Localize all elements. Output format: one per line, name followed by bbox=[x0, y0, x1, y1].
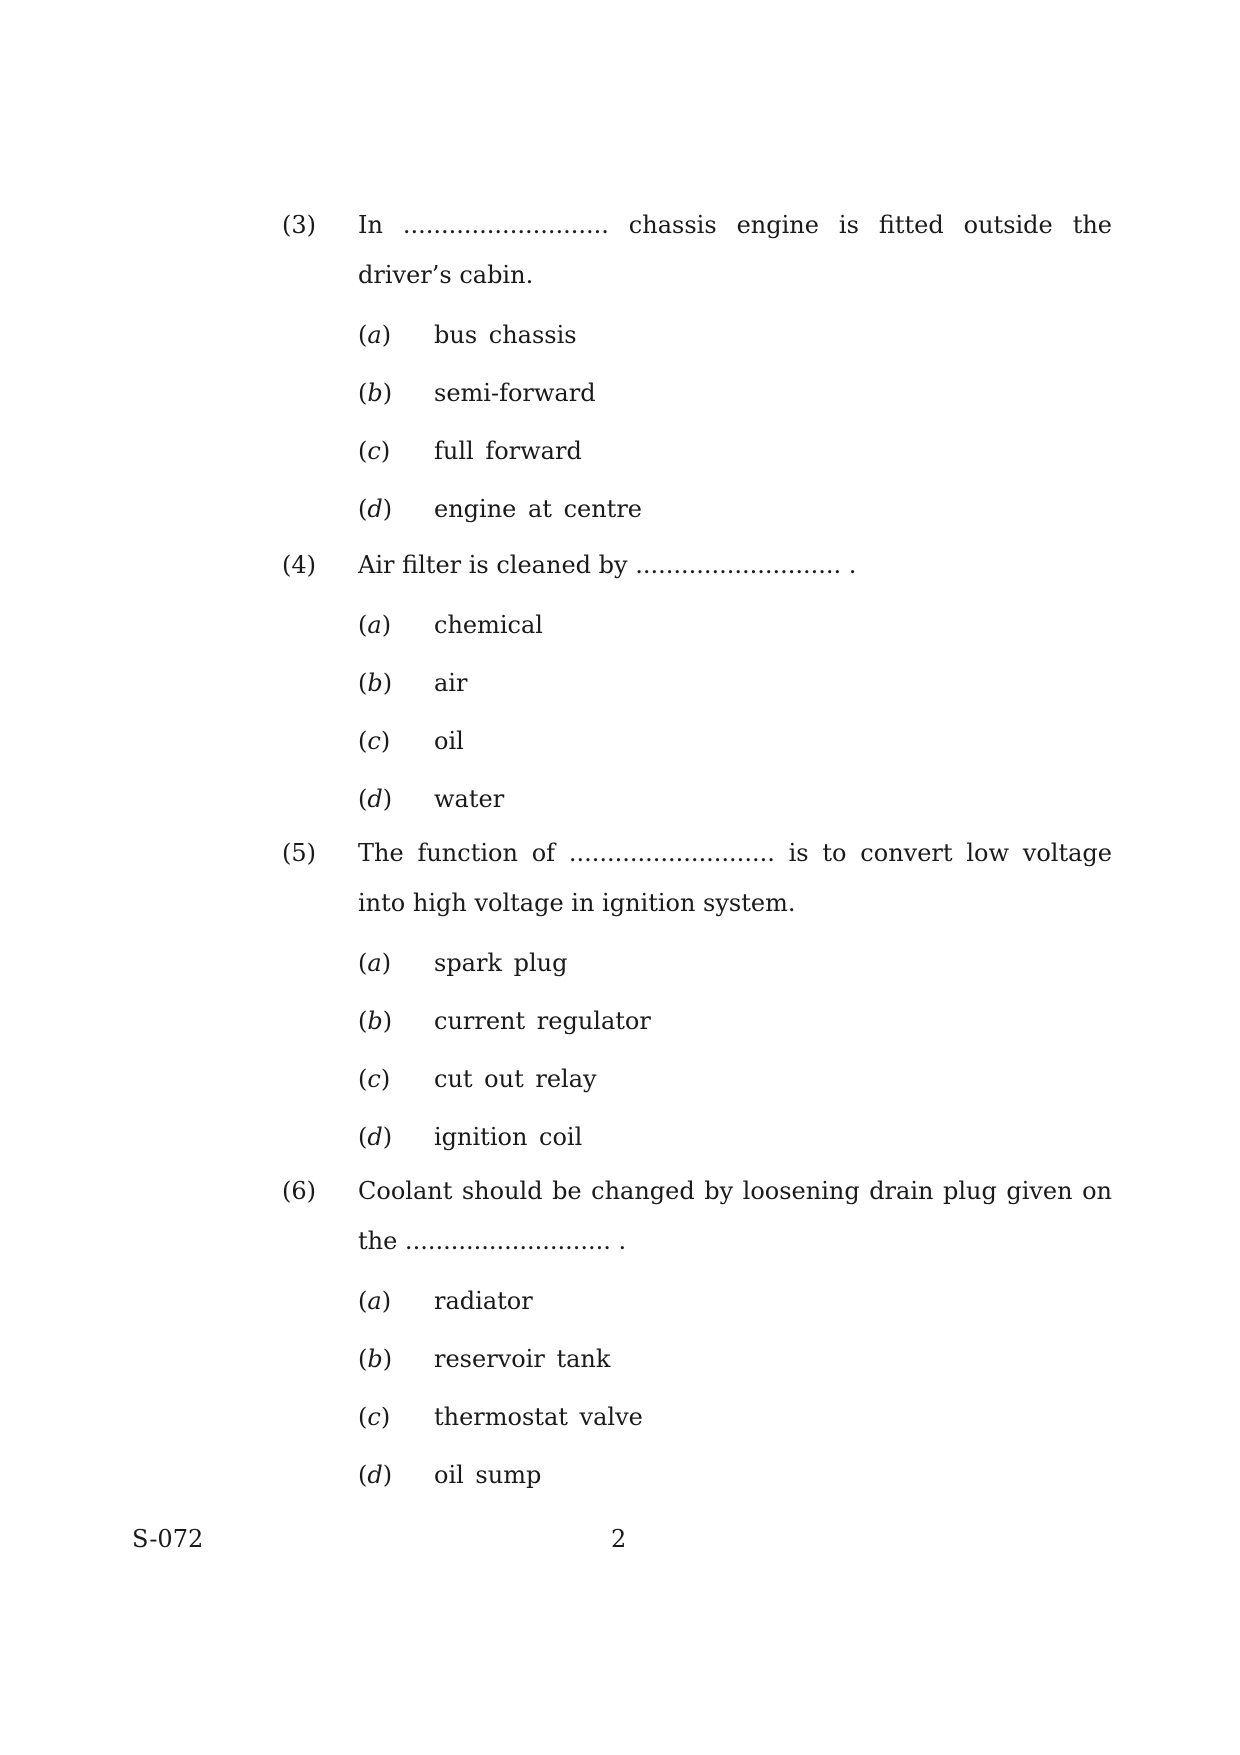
option-b: (b) air bbox=[358, 669, 468, 697]
option-d: (d) oil sump bbox=[358, 1461, 542, 1489]
option-text: radiator bbox=[434, 1287, 533, 1315]
paper-code: S-072 bbox=[132, 1525, 204, 1553]
option-a: (a) spark plug bbox=[358, 949, 568, 977]
option-letter: b bbox=[367, 1007, 383, 1035]
option-letter: d bbox=[367, 1123, 383, 1151]
option-a: (a) bus chassis bbox=[358, 321, 577, 349]
option-text: water bbox=[434, 785, 505, 813]
option-letter: c bbox=[367, 1403, 381, 1431]
option-d: (d) engine at centre bbox=[358, 495, 642, 523]
option-list bbox=[358, 1272, 1112, 1504]
option-c: (c) full forward bbox=[358, 437, 582, 465]
option-letter: a bbox=[367, 1287, 382, 1315]
option-d: (d) ignition coil bbox=[358, 1123, 583, 1151]
question-text: The function of ........................... is to convert low voltage into high voltage in ignition system. bbox=[358, 839, 1112, 917]
option-list bbox=[358, 934, 1112, 1166]
option-letter: a bbox=[367, 321, 382, 349]
option-letter: b bbox=[367, 379, 383, 407]
question-6-row bbox=[282, 1166, 1112, 1266]
question-6 bbox=[282, 1166, 1112, 1504]
question-4-row bbox=[282, 540, 1112, 590]
option-c: (c) oil bbox=[358, 727, 464, 755]
option-text: current regulator bbox=[434, 1007, 651, 1035]
question-number: (5) bbox=[282, 839, 316, 867]
option-letter: c bbox=[367, 1065, 381, 1093]
option-text: bus chassis bbox=[434, 321, 577, 349]
option-text: full forward bbox=[434, 437, 582, 465]
option-text: ignition coil bbox=[434, 1123, 583, 1151]
question-number: (4) bbox=[282, 551, 316, 579]
option-text: engine at centre bbox=[434, 495, 642, 523]
question-number: (3) bbox=[282, 211, 316, 239]
option-letter: b bbox=[367, 1345, 383, 1373]
option-letter: b bbox=[367, 669, 383, 697]
question-text: Air filter is cleaned by ........................... . bbox=[358, 551, 857, 579]
option-b: (b) current regulator bbox=[358, 1007, 651, 1035]
option-a: (a) radiator bbox=[358, 1287, 533, 1315]
option-text: reservoir tank bbox=[434, 1345, 611, 1373]
option-text: air bbox=[434, 669, 468, 697]
option-d: (d) water bbox=[358, 785, 505, 813]
option-text: oil sump bbox=[434, 1461, 542, 1489]
option-text: spark plug bbox=[434, 949, 568, 977]
option-letter: c bbox=[367, 437, 381, 465]
option-list bbox=[358, 306, 1112, 538]
question-5 bbox=[282, 828, 1112, 1166]
question-text: Coolant should be changed by loosening drain plug given on the ........................... . bbox=[358, 1177, 1112, 1255]
option-text: thermostat valve bbox=[434, 1403, 643, 1431]
option-letter: a bbox=[367, 611, 382, 639]
option-text: cut out relay bbox=[434, 1065, 597, 1093]
question-3-row bbox=[282, 200, 1112, 300]
option-text: chemical bbox=[434, 611, 543, 639]
option-text: semi-forward bbox=[434, 379, 596, 407]
option-c: (c) thermostat valve bbox=[358, 1403, 643, 1431]
option-letter: d bbox=[367, 1461, 383, 1489]
question-5-row bbox=[282, 828, 1112, 928]
page-number: 2 bbox=[611, 1525, 627, 1553]
option-b: (b) reservoir tank bbox=[358, 1345, 611, 1373]
option-a: (a) chemical bbox=[358, 611, 543, 639]
option-letter: c bbox=[367, 727, 381, 755]
question-4 bbox=[282, 540, 1112, 828]
option-letter: a bbox=[367, 949, 382, 977]
option-letter: d bbox=[367, 785, 383, 813]
option-letter: d bbox=[367, 495, 383, 523]
question-3 bbox=[282, 200, 1112, 538]
option-list bbox=[358, 596, 1112, 828]
option-b: (b) semi-forward bbox=[358, 379, 596, 407]
option-c: (c) cut out relay bbox=[358, 1065, 597, 1093]
question-number: (6) bbox=[282, 1177, 316, 1205]
option-text: oil bbox=[434, 727, 464, 755]
question-text: In ........................... chassis engine is fitted outside the driver’s cabin. bbox=[358, 211, 1112, 289]
